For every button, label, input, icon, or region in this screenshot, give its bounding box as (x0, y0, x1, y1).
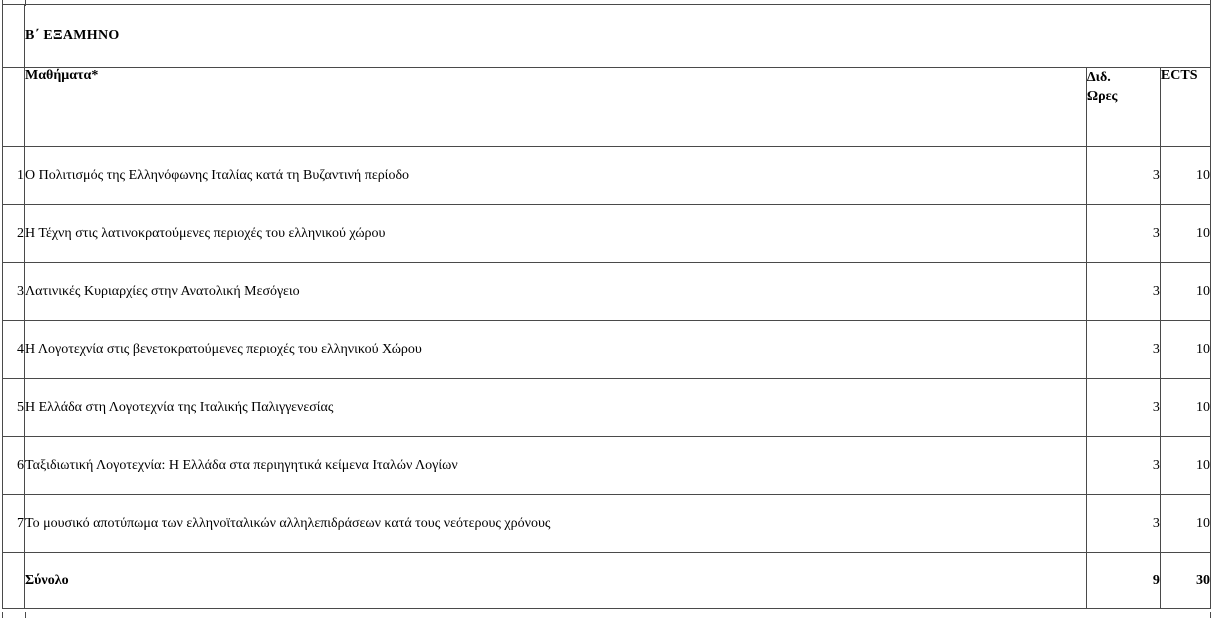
course-number: 5 (3, 379, 25, 437)
total-hours: 9 (1086, 553, 1160, 609)
course-ects: 10 (1160, 437, 1210, 495)
course-title: Η Ελλάδα στη Λογοτεχνία της Ιταλικής Παλιγγενεσίας (25, 379, 1087, 437)
course-ects: 10 (1160, 147, 1210, 205)
semester-number-cell (3, 5, 25, 68)
course-number: 6 (3, 437, 25, 495)
semester-row (3, 5, 1211, 68)
course-number: 3 (3, 263, 25, 321)
header-ects: ECTS (1160, 68, 1210, 147)
course-title: Ταξιδιωτική Λογοτεχνία: Η Ελλάδα στα περιηγητικά κείμενα Ιταλών Λογίων (25, 437, 1087, 495)
table-row (3, 437, 1211, 495)
table-row (3, 495, 1211, 553)
header-hours-line1: Διδ. (1086, 70, 1111, 85)
table-row (3, 205, 1211, 263)
semester-courses-table (2, 4, 1211, 609)
header-hours-line2: Ωρες (1086, 89, 1118, 104)
course-ects: 10 (1160, 495, 1210, 553)
border-line (1210, 612, 1211, 618)
course-hours: 3 (1086, 263, 1160, 321)
table-row (3, 147, 1211, 205)
border-line (25, 612, 26, 618)
table-row (3, 263, 1211, 321)
header-teaching-hours (1086, 68, 1160, 147)
course-title: Το μουσικό αποτύπωμα των ελληνοϊταλικών αλληλεπιδράσεων κατά τους νεότερους χρόνους (25, 495, 1087, 553)
header-courses: Μαθήματα* (25, 68, 1087, 147)
course-ects: 10 (1160, 321, 1210, 379)
semester-title: Β΄ ΕΞΑΜΗΝΟ (25, 5, 1211, 68)
course-ects: 10 (1160, 379, 1210, 437)
course-hours: 3 (1086, 321, 1160, 379)
table-row (3, 321, 1211, 379)
course-hours: 3 (1086, 147, 1160, 205)
course-hours: 3 (1086, 437, 1160, 495)
course-hours: 3 (1086, 205, 1160, 263)
total-row (3, 553, 1211, 609)
border-line (2, 612, 3, 618)
course-number: 7 (3, 495, 25, 553)
total-label: Σύνολο (25, 553, 1087, 609)
course-ects: 10 (1160, 205, 1210, 263)
table-header-row (3, 68, 1211, 147)
course-ects: 10 (1160, 263, 1210, 321)
course-hours: 3 (1086, 495, 1160, 553)
course-title: Η Τέχνη στις λατινοκρατούμενες περιοχές του ελληνικού χώρου (25, 205, 1087, 263)
total-ects: 30 (1160, 553, 1210, 609)
course-number: 1 (3, 147, 25, 205)
course-title: Ο Πολιτισμός της Ελληνόφωνης Ιταλίας κατά τη Βυζαντινή περίοδο (25, 147, 1087, 205)
table-row (3, 379, 1211, 437)
header-number-cell (3, 68, 25, 147)
next-table-border (0, 612, 1213, 617)
course-hours: 3 (1086, 379, 1160, 437)
course-title: Η Λογοτεχνία στις βενετοκρατούμενες περιοχές του ελληνικού Χώρου (25, 321, 1087, 379)
course-number: 2 (3, 205, 25, 263)
course-title: Λατινικές Κυριαρχίες στην Ανατολική Μεσόγειο (25, 263, 1087, 321)
course-number: 4 (3, 321, 25, 379)
total-number-cell (3, 553, 25, 609)
